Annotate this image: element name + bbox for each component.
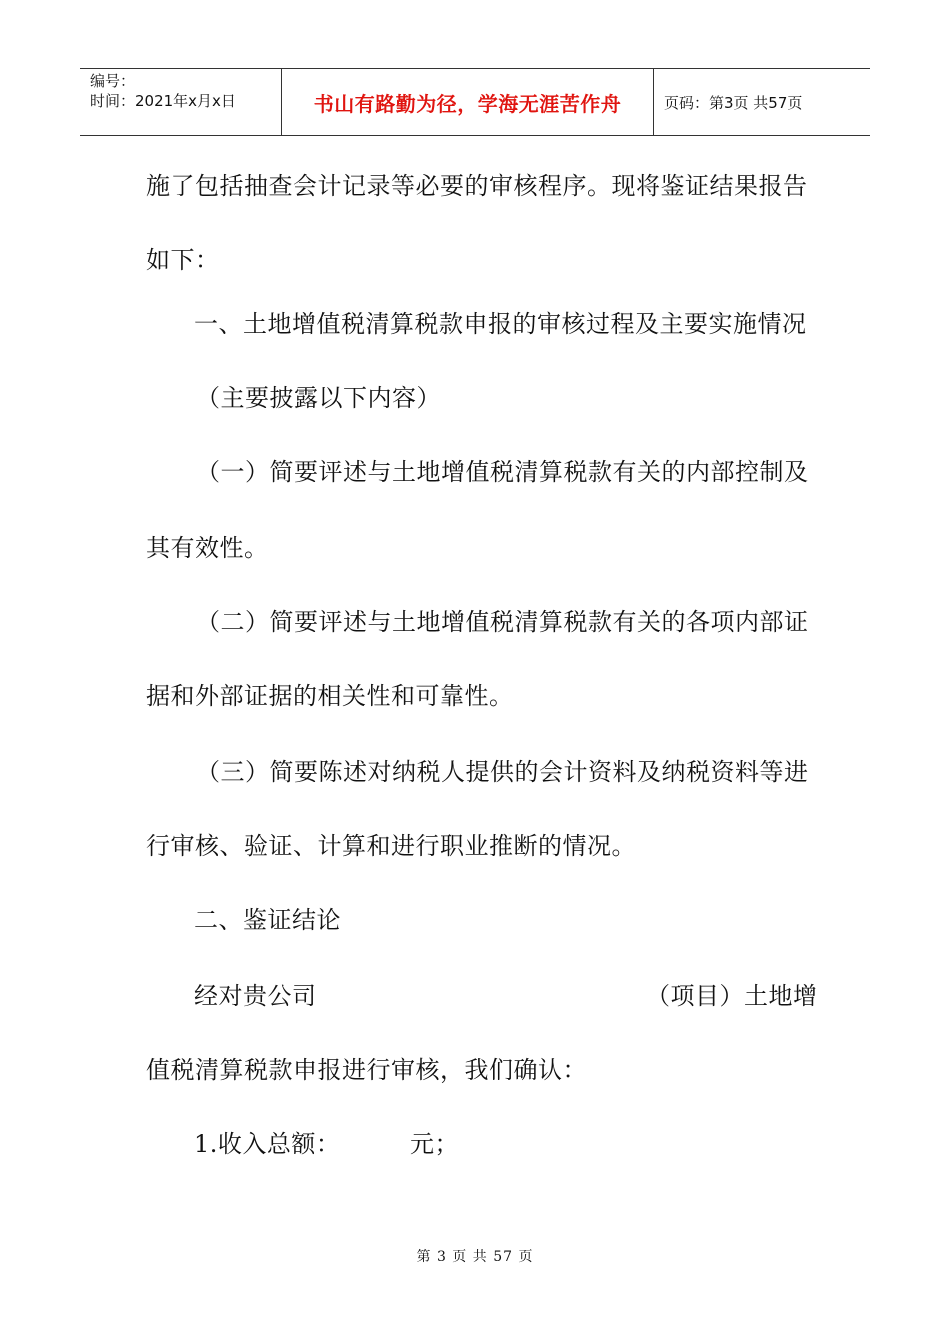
- subsection-1: （一）简要评述与土地增值税清算税款有关的内部控制及: [196, 458, 809, 486]
- page-footer: 第 3 页 共 57 页: [416, 1249, 534, 1265]
- page-header: [80, 68, 870, 136]
- income-total-label: 1.收入总额：: [194, 1130, 341, 1158]
- body-line-1: 施了包括抽查会计记录等必要的审核程序。现将鉴证结果报告: [146, 172, 808, 200]
- confirm-line: 值税清算税款申报进行审核，我们确认：: [146, 1056, 587, 1084]
- body-line-4: 其有效性。: [146, 534, 269, 562]
- document-date-label: 时间：2021年x月x日: [90, 92, 236, 110]
- body-line-5: 据和外部证据的相关性和可靠性。: [146, 682, 514, 710]
- body-line-3: （主要披露以下内容）: [196, 384, 441, 412]
- subsection-3: （三）简要陈述对纳税人提供的会计资料及纳税资料等进: [196, 758, 809, 786]
- section-heading-2: 二、鉴证结论: [194, 906, 341, 934]
- header-motto: 书山有路勤为径，学海无涯苦作舟: [282, 69, 654, 135]
- body-line-2: 如下：: [146, 246, 220, 274]
- conclusion-left-text: 经对贵公司: [194, 982, 317, 1010]
- section-heading-1: 一、土地增值税清算税款申报的审核过程及主要实施情况: [194, 310, 807, 338]
- document-number-label: 编号：: [90, 72, 136, 90]
- income-total-unit: 元；: [410, 1130, 459, 1158]
- body-line-6: 行审核、验证、计算和进行职业推断的情况。: [146, 832, 636, 860]
- header-meta-cell: [80, 69, 282, 135]
- header-page-info: 页码：第3页 共57页: [664, 93, 803, 112]
- conclusion-right-text: （项目）土地增: [646, 982, 818, 1010]
- subsection-2: （二）简要评述与土地增值税清算税款有关的各项内部证: [196, 608, 809, 636]
